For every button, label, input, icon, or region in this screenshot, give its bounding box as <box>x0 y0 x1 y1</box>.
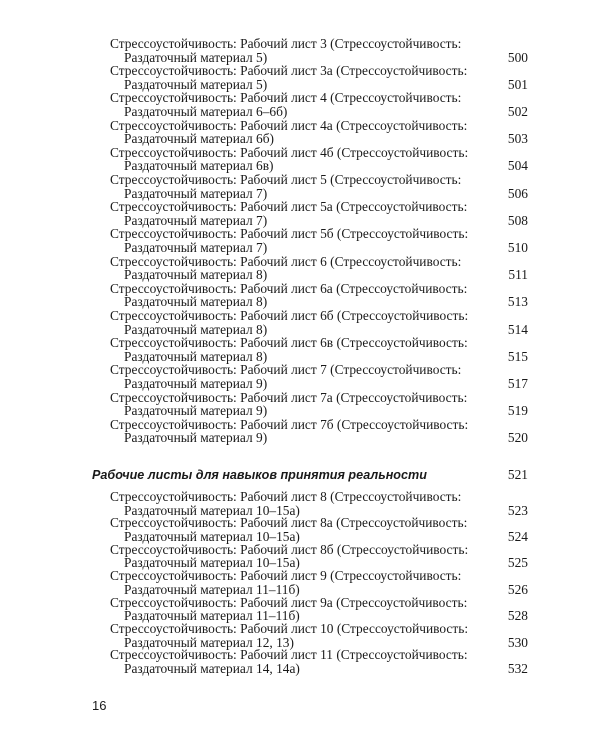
toc-entry-title: Стрессоустойчивость: Рабочий лист 8 (Стрессоустойчивость: <box>110 489 462 504</box>
toc-entry-page: 513 <box>507 294 528 310</box>
toc-entry-title: Стрессоустойчивость: Рабочий лист 7 (Стрессоустойчивость: <box>110 362 462 378</box>
toc-entry-subtitle: Раздаточный материал 6–6б) <box>124 103 288 119</box>
toc-entry-title: Стрессоустойчивость: Рабочий лист 5б (Стрессоустойчивость: <box>110 226 469 242</box>
toc-entry-page: 502 <box>507 103 528 119</box>
toc-entry-subtitle: Раздаточный материал 10–15а) <box>124 528 300 544</box>
toc-entry-subtitle: Раздаточный материал 9) <box>124 375 268 391</box>
toc-entry-subtitle: Раздаточный материал 6б) <box>124 131 274 147</box>
section-page-number: 521 <box>507 467 528 482</box>
toc-entry-title: Стрессоустойчивость: Рабочий лист 11 (Стрессоустойчивость: <box>110 647 468 663</box>
toc-entry-title: Стрессоустойчивость: Рабочий лист 4б (Стрессоустойчивость: <box>110 144 469 160</box>
toc-entry-title: Стрессоустойчивость: Рабочий лист 6б (Стрессоустойчивость: <box>110 308 469 323</box>
toc-entry-page: 500 <box>507 49 528 65</box>
toc-entry-page: 523 <box>507 502 528 518</box>
toc-entry-title: Стрессоустойчивость: Рабочий лист 3а (Стрессоустойчивость: <box>110 63 468 79</box>
toc-entry-subtitle: Раздаточный материал 8) <box>124 267 268 283</box>
toc-entry-subtitle: Раздаточный материал 8) <box>124 348 268 364</box>
toc-entry-page: 511 <box>508 267 528 283</box>
toc-entry-page: 526 <box>507 581 528 597</box>
toc-entry-subtitle: Раздаточный материал 8) <box>124 294 268 310</box>
toc-entry-page: 520 <box>507 430 528 446</box>
toc-entry-page: 519 <box>507 403 528 419</box>
toc-entry-page: 514 <box>507 321 528 337</box>
toc-entry-subtitle: Раздаточный материал 14, 14а) <box>124 660 300 676</box>
toc-entry-page: 504 <box>507 158 528 174</box>
toc-entry-page: 530 <box>507 634 528 650</box>
toc-entry-title: Стрессоустойчивость: Рабочий лист 5 (Стрессоустойчивость: <box>110 172 462 187</box>
toc-entry-title: Стрессоустойчивость: Рабочий лист 10 (Стрессоустойчивость: <box>110 621 469 636</box>
toc-entry-subtitle: Раздаточный материал 10–15а) <box>124 555 300 571</box>
toc-entry-title: Стрессоустойчивость: Рабочий лист 8а (Стрессоустойчивость: <box>110 515 468 531</box>
toc-entry-title: Стрессоустойчивость: Рабочий лист 3 (Стрессоустойчивость: <box>110 36 462 51</box>
toc-entry-subtitle: Раздаточный материал 7) <box>124 212 268 228</box>
toc-entry-page: 503 <box>507 131 528 147</box>
toc-entry-subtitle: Раздаточный материал 12, 13) <box>124 634 294 650</box>
toc-entry-page: 501 <box>507 76 528 92</box>
toc-entry-title: Стрессоустойчивость: Рабочий лист 6 (Стрессоустойчивость: <box>110 253 462 269</box>
toc-entry-title: Стрессоустойчивость: Рабочий лист 4 (Стрессоустойчивость: <box>110 90 462 106</box>
toc-entry-subtitle: Раздаточный материал 5) <box>124 76 268 92</box>
toc-entry-title: Стрессоустойчивость: Рабочий лист 9а (Стрессоустойчивость: <box>110 594 468 610</box>
section-title: Рабочие листы для навыков принятия реальности <box>92 468 427 482</box>
toc-entry-page: 524 <box>507 528 528 544</box>
toc-entry-subtitle: Раздаточный материал 7) <box>124 185 268 201</box>
toc-entry-subtitle: Раздаточный материал 9) <box>124 403 268 419</box>
toc-entry-page: 515 <box>507 348 528 364</box>
toc-entry-title: Стрессоустойчивость: Рабочий лист 8б (Стрессоустойчивость: <box>110 541 469 557</box>
toc-entry-subtitle: Раздаточный материал 11–11б) <box>124 581 300 597</box>
toc-entry-title: Стрессоустойчивость: Рабочий лист 7а (Стрессоустойчивость: <box>110 389 468 405</box>
page-number: 16 <box>92 698 107 713</box>
toc-entry-title: Стрессоустойчивость: Рабочий лист 6а (Стрессоустойчивость: <box>110 280 468 296</box>
toc-entry-subtitle: Раздаточный материал 9) <box>124 430 268 446</box>
toc-entry-subtitle: Раздаточный материал 11–11б) <box>124 608 300 624</box>
toc-entry-page: 508 <box>507 212 528 228</box>
toc-entry-page: 528 <box>507 608 528 624</box>
toc-entry-title: Стрессоустойчивость: Рабочий лист 4а (Стрессоустойчивость: <box>110 117 468 133</box>
toc-entry-title: Стрессоустойчивость: Рабочий лист 5а (Стрессоустойчивость: <box>110 199 468 215</box>
toc-entry-page: 525 <box>507 555 528 571</box>
toc-entry-page: 517 <box>507 375 528 391</box>
toc-entry-subtitle: Раздаточный материал 7) <box>124 239 268 255</box>
toc-entry-subtitle: Раздаточный материал 6в) <box>124 158 274 174</box>
toc-entry-subtitle: Раздаточный материал 10–15а) <box>124 502 300 518</box>
toc-entry-page: 506 <box>507 185 528 201</box>
toc-entry-title: Стрессоустойчивость: Рабочий лист 9 (Стрессоустойчивость: <box>110 568 462 584</box>
toc-entry-subtitle: Раздаточный материал 5) <box>124 49 268 65</box>
toc-entry-page: 532 <box>507 660 528 676</box>
toc-entry-title: Стрессоустойчивость: Рабочий лист 6в (Стрессоустойчивость: <box>110 335 468 351</box>
toc-entry-title: Стрессоустойчивость: Рабочий лист 7б (Стрессоустойчивость: <box>110 416 469 432</box>
toc-entry-page: 510 <box>507 239 528 255</box>
toc-entry-subtitle: Раздаточный материал 8) <box>124 321 268 337</box>
